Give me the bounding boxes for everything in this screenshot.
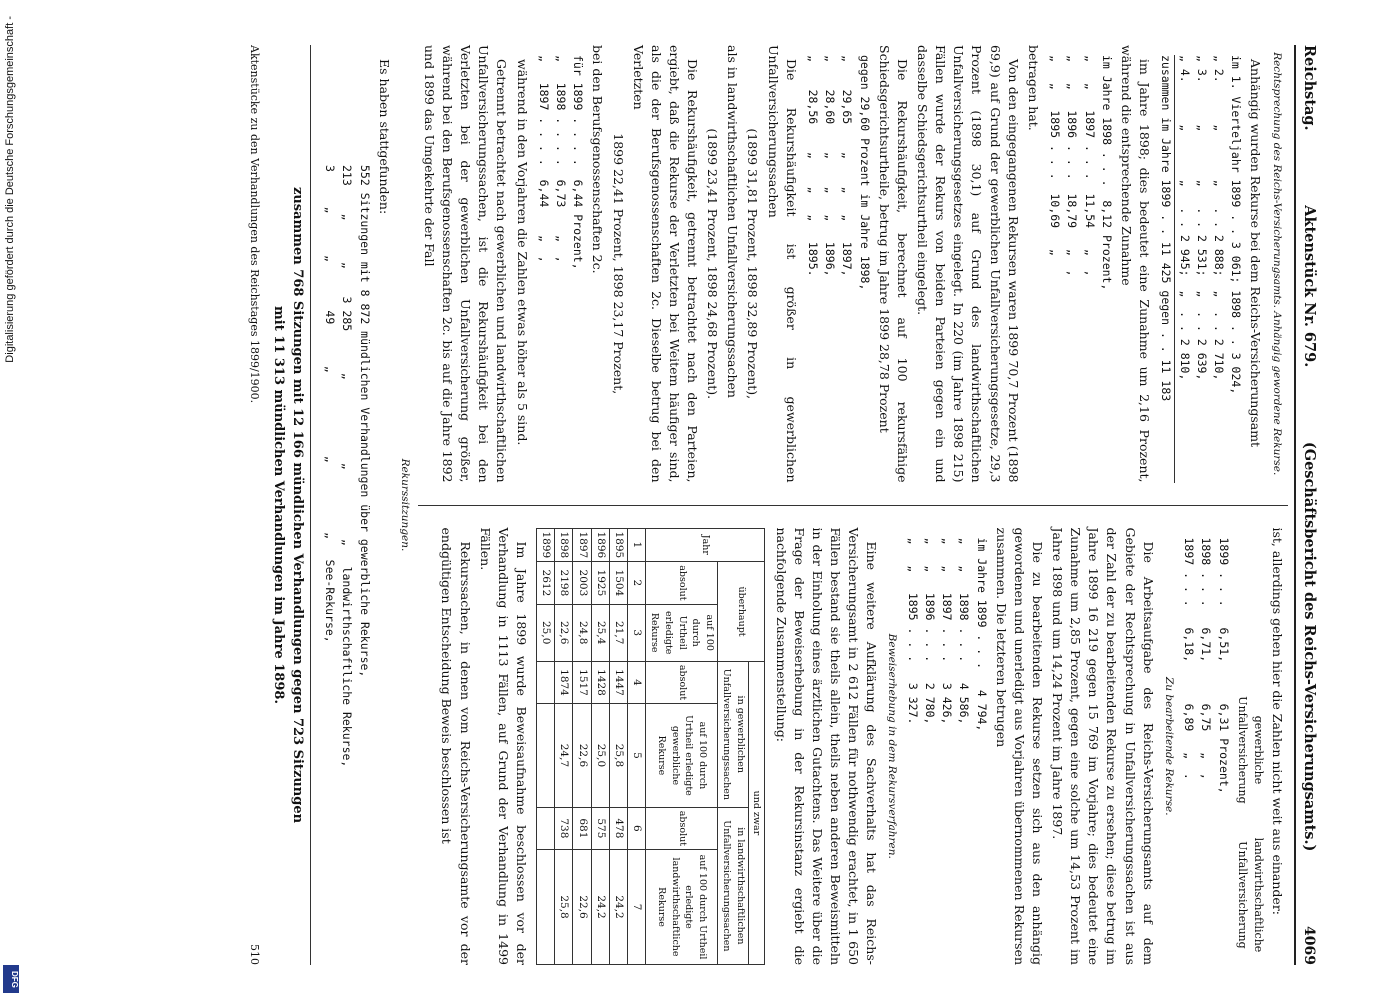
table-cell: 478 <box>609 807 627 849</box>
table-cell: 1899 <box>536 528 554 562</box>
header-left: Reichstag. <box>1301 45 1318 131</box>
table-cell: 25,8 <box>555 850 573 965</box>
table-cell: 1897 <box>573 528 591 562</box>
table-header-pct: auf 100 durch Urtheil erledigte landwirthschaftliche Rekurse <box>646 850 718 965</box>
document-page <box>60 45 1320 965</box>
paragraph: ist, allerdings gehen hier die Zahlen nicht weit aus einander: <box>1269 527 1285 915</box>
table-header-total: überhaupt <box>718 562 765 662</box>
table-cell: 25,8 <box>609 704 627 808</box>
page-header <box>1294 45 1320 965</box>
table-cell: 1504 <box>609 562 627 604</box>
table-row <box>609 528 627 965</box>
paragraph: Die Rekurshäufigkeit, getrennt betrachtet nach den Parteien, ergiebt, daß die Rekurse der Verletzten bei Weitem häufiger sind, als die der Berufsgenossenschaften 2c. Dieselbe betrug bei den Verletzten <box>630 45 701 483</box>
year-list <box>1046 55 1115 483</box>
table-cell: 24,8 <box>573 604 591 661</box>
table-cell: 1428 <box>591 661 609 703</box>
list-item: 1899 . . . 6,51, 6,31 Prozent, <box>1216 537 1231 794</box>
table-row <box>536 528 554 965</box>
paragraph: Eine weitere Aufklärung des Sachverhalts hat das Reichs-Versicherungsamt in 2 612 Fällen für nothwendig erachtet, in 1 650 Fällen bestand sie theils allein, theils neben anderen Beweismitteln in der Einholung eines ärztlichen Gutachtens. Das Weitere über die Frage der Beweiserhebung in der Rekursinstanz ergiebt die nachfolgende Zusammenstellung: <box>773 527 880 965</box>
list-item: „ „ 1895 . . . 10,69 „ <box>1048 55 1063 256</box>
table-header-land: in landwirthschaftlichen Unfallversicherungssachen <box>718 807 749 964</box>
right-column <box>418 528 1288 966</box>
total-line: mit 11 313 mündlichen Verhandlungen im Jahre 1898. <box>270 306 286 704</box>
subheading: Beweiserhebung in dem Rekursverfahren. <box>886 633 899 859</box>
table-cell: 22,6 <box>573 704 591 808</box>
table-header-pct: auf 100 durch Urtheil erledigte gewerbliche Rekurse <box>646 704 718 808</box>
list-item: „ 1898 . . . . 6,73 „ , <box>554 55 569 263</box>
page-footer <box>246 45 262 965</box>
table-header-abs: absolut <box>646 807 718 849</box>
table-cell: 24,7 <box>555 704 573 808</box>
list-item: im Jahre 1899 . . . 4 794, <box>974 537 989 732</box>
evidence-table <box>536 528 765 966</box>
paragraph: als in landwirthschaftlichen Unfallversicherungssachen <box>725 45 741 398</box>
carryover-list <box>903 538 989 966</box>
section-caption: Rechtsprechung des Reichs-Versicherungsamts. Anhängig gewordene Rekurse. <box>1270 52 1283 476</box>
table-cell: 1896 <box>591 528 609 562</box>
list-item: 213 „ „ 3 285 „ „ „ landwirthschaftliche Rekurse, <box>340 165 355 768</box>
scan-credit: Digitalisierung gefördert durch die Deutsche Forschungsgemeinschaft - <box>4 16 16 363</box>
list-item: „ „ 1897 . . . 3 426, <box>940 537 955 725</box>
table-cell: 1874 <box>555 661 573 703</box>
table-cell: 2612 <box>536 562 554 604</box>
paragraph: (1899 23,41 Prozent, 1898 24,68 Prozent). <box>705 128 721 400</box>
paragraph: Es haben stattgefunden: <box>376 59 392 215</box>
list-item: „ „ 1898 . . . 4 586, <box>957 537 972 725</box>
total-line: zusammen 768 Sitzungen mit 12 166 mündlichen Verhandlungen gegen 723 Sitzungen <box>289 186 305 824</box>
column-number: 6 <box>628 807 646 849</box>
list-item: „ 28,56 „ „ „ 1895. <box>805 55 820 277</box>
footer-page: 510 <box>248 944 262 965</box>
list-item: „ 1897 . . . . 6,44 „ , <box>536 55 551 263</box>
column-number-row <box>628 528 646 965</box>
header-middle: Aktenstück Nr. 679. <box>1301 205 1318 368</box>
table-cell: 25,0 <box>591 704 609 808</box>
table-cell <box>536 850 554 965</box>
list-item: „ 4. „ „ . . 2 945; „ . . 2 810, <box>1177 55 1192 381</box>
list-item: „ „ 1896 . . . 2 780, <box>922 537 937 725</box>
paragraph: betragen hat. <box>1025 45 1041 131</box>
list-item: „ „ 1897 . . . 11,54 „ , <box>1082 55 1097 277</box>
table-cell: 25,4 <box>591 604 609 661</box>
list-item: 1898 . . . 6,71, 6,75 „ , <box>1199 537 1214 780</box>
list-item: gegen 29,60 Prozent im Jahre 1898, <box>857 55 872 291</box>
list-item: „ 2. „ „ . . 2 888; „ . . 2 710, <box>1212 55 1227 381</box>
table-cell: 681 <box>573 807 591 849</box>
footer-text: Aktenstücke zu den Verhandlungen des Reichstages 1899/1900. <box>248 45 262 404</box>
table-row <box>591 528 609 965</box>
list-item: im 1. Vierteljahr 1899 . . 3 061; 1898 . . 3 024, <box>1229 55 1244 395</box>
list-item: „ 28,60 „ „ „ 1896, <box>823 55 838 277</box>
rotated-page-content <box>60 45 1320 965</box>
sessions-list <box>321 165 373 965</box>
table-cell <box>536 704 554 808</box>
table-cell: 2198 <box>555 562 573 604</box>
column-number: 2 <box>628 562 646 604</box>
paragraph: Getrennt betrachtet nach gewerblichen und landwirthschaftlichen Unfallversicherungssachen, ist die Rekurshäufigkeit bei den Verletzten bei der gewerblichen Unfallversicherung größer, während bei den Berufsgenossenschaften 2c. bis auf die Jahre 1892 und 1899 das Umgekehrte der Fall <box>421 45 510 483</box>
paragraph: Die Arbeitsaufgabe des Reichs-Versicherungsamts auf dem Gebiete der Rechtsprechung in Unfallversicherungssachen ist aus der Zahl der zu bearbeitenden Rekurse zu ersehen; diese betrug im Jahre 1899 16 219 gegen 15 769 im Vorjahre; dies bedeutet eine Zunahme um 2,85 Prozent, gegen eine solche um 14,53 Prozent im Jahre 1898 und um 14,24 Prozent im Jahre 1897. <box>1050 527 1156 965</box>
table-cell: 22,6 <box>573 850 591 965</box>
paragraph: 1899 22,41 Prozent, 1898 23,17 Prozent, <box>610 133 626 395</box>
paragraph: Die zu bearbeitenden Rekurse setzen sich aus den anhängig gewordenen und unerledigt aus Vorjahren übernommenen Rekursen zusammen. Die letzteren betrugen <box>993 527 1045 965</box>
list-item: im Jahre 1898 . . . 8,12 Prozent, <box>1099 55 1114 291</box>
paragraph: bei den Berufsgenossenschaften 2c. <box>590 45 606 274</box>
table-cell: 25,0 <box>536 604 554 661</box>
paragraph: (1899 31,81 Prozent, 1898 32,89 Prozent), <box>745 128 761 400</box>
paragraph: während in den Vorjahren die Zahlen etwas höher als 5 sind. <box>514 59 530 446</box>
left-column <box>418 45 1288 483</box>
paragraph: Im Jahre 1899 wurde Beweisaufnahme beschlossen vor der Verhandlung in 1113 Fällen, auf Grund der Verhandlung in 1499 Fällen. <box>477 527 529 965</box>
rate-table-header <box>1234 528 1266 956</box>
column-header: landwirthschaftliche Unfallversicherung <box>1235 837 1265 953</box>
paragraph: Von den eingegangenen Rekursen waren 1899 70,7 Prozent (1898 69,9) auf Grund der gewerblichen Unfallversicherungsgesetze, 29,3 Prozent (1898 30,1) auf Grund des landwirthschaftlichen Unfallversicherungsgesetzes eingelegt. In 220 (im Jahre 1898 215) Fällen wurde der Rekurs von beiden Parteien gegen ein und dasselbe Schiedsgerichtsurtheil eingelegt. <box>915 45 1021 483</box>
list-item: für 1899 . . . . 6,44 Prozent, <box>571 55 586 270</box>
subheading: Rekurssitzungen. <box>398 458 411 552</box>
year-list <box>804 55 873 483</box>
two-columns <box>418 45 1288 965</box>
column-divider <box>418 505 1288 506</box>
table-cell: 1895 <box>609 528 627 562</box>
subheading: Zu bearbeitende Rekurse. <box>1162 676 1175 816</box>
table-cell: 738 <box>555 807 573 849</box>
paragraph: Anhängig wurden Rekurse bei dem Reichs-Versicherungsamt <box>1248 59 1264 448</box>
year-list <box>535 55 587 483</box>
table-row <box>555 528 573 965</box>
dfg-logo: DFG <box>3 965 19 993</box>
table-cell: 22,6 <box>555 604 573 661</box>
list-item: „ 29,65 „ „ „ 1897, <box>840 55 855 277</box>
table-header-gew: in gewerblichen Unfallversicherungssachen <box>718 661 749 807</box>
column-header: gewerbliche Unfallversicherung <box>1235 696 1265 804</box>
page-number: 4069 <box>1301 926 1317 965</box>
table-cell: 1447 <box>609 661 627 703</box>
table-cell: 575 <box>591 807 609 849</box>
list-item: „ „ 1895 . . . 3 327. <box>905 537 920 725</box>
table-header-abs: absolut <box>646 562 718 604</box>
scan-credit-strip <box>0 0 22 1000</box>
column-number: 4 <box>628 661 646 703</box>
list-item: 552 Sitzungen mit 8 872 mündlichen Verhandlungen über gewerbliche Rekurse, <box>357 165 372 678</box>
table-cell: 2003 <box>573 562 591 604</box>
list-item: 1897 . . . 6,18, 6,89 „ . <box>1182 537 1197 780</box>
sessions-total <box>268 45 311 965</box>
paragraph: Rekurssachen, in denen vom Reichs-Versicherungsamte vor der endgültigen Entscheidung Beweis beschlossen ist <box>439 527 473 965</box>
list-total: zusammen im Jahre 1899 . . 11 425 gegen . . 11 183 <box>1157 55 1175 483</box>
table-header-year: Jahr <box>646 528 765 562</box>
column-number: 3 <box>628 604 646 661</box>
table-cell: 1898 <box>555 528 573 562</box>
table-cell: 24,2 <box>609 850 627 965</box>
column-number: 5 <box>628 704 646 808</box>
table-cell: 1517 <box>573 661 591 703</box>
list-item: „ 3. „ „ . . 2 531; „ . . 2 639, <box>1194 55 1209 381</box>
table-header-abs: absolut <box>646 661 718 703</box>
paragraph: Die Rekurshäufigkeit, berechnet auf 100 rekursfähige Schiedsgerichtsurtheile, betrug im Jahre 1899 28,78 Prozent <box>876 45 910 483</box>
header-title: (Geschäftsbericht des Reichs-Versicherungsamts.) <box>1301 441 1318 852</box>
rate-list <box>1180 538 1232 966</box>
paragraph: Die Rekurshäufigkeit ist größer in gewerblichen Unfallversicherungssachen <box>765 45 799 483</box>
table-cell: 21,7 <box>609 604 627 661</box>
table-body <box>536 528 627 965</box>
table-cell: 1925 <box>591 562 609 604</box>
table-row <box>573 528 591 965</box>
table-cell <box>536 661 554 703</box>
column-number: 7 <box>628 850 646 965</box>
paragraph: im Jahre 1898; dies bedeutet eine Zunahme um 2,16 Prozent, während die entsprechende Zunahme <box>1118 45 1153 483</box>
table-cell <box>536 807 554 849</box>
table-cell: 24,2 <box>591 850 609 965</box>
sessions-section <box>246 45 412 965</box>
table-header-pct: auf 100 durch Urtheil erledigte Rekurse <box>646 604 718 661</box>
table-header-and: und zwar <box>748 661 765 964</box>
list-item: 3 „ „ 49 „ „ „ See-Rekurse, <box>323 165 338 643</box>
quarter-list <box>1157 55 1244 483</box>
list-item: „ „ 1896 . . . 18,79 „ , <box>1065 55 1080 277</box>
column-number: 1 <box>628 528 646 562</box>
